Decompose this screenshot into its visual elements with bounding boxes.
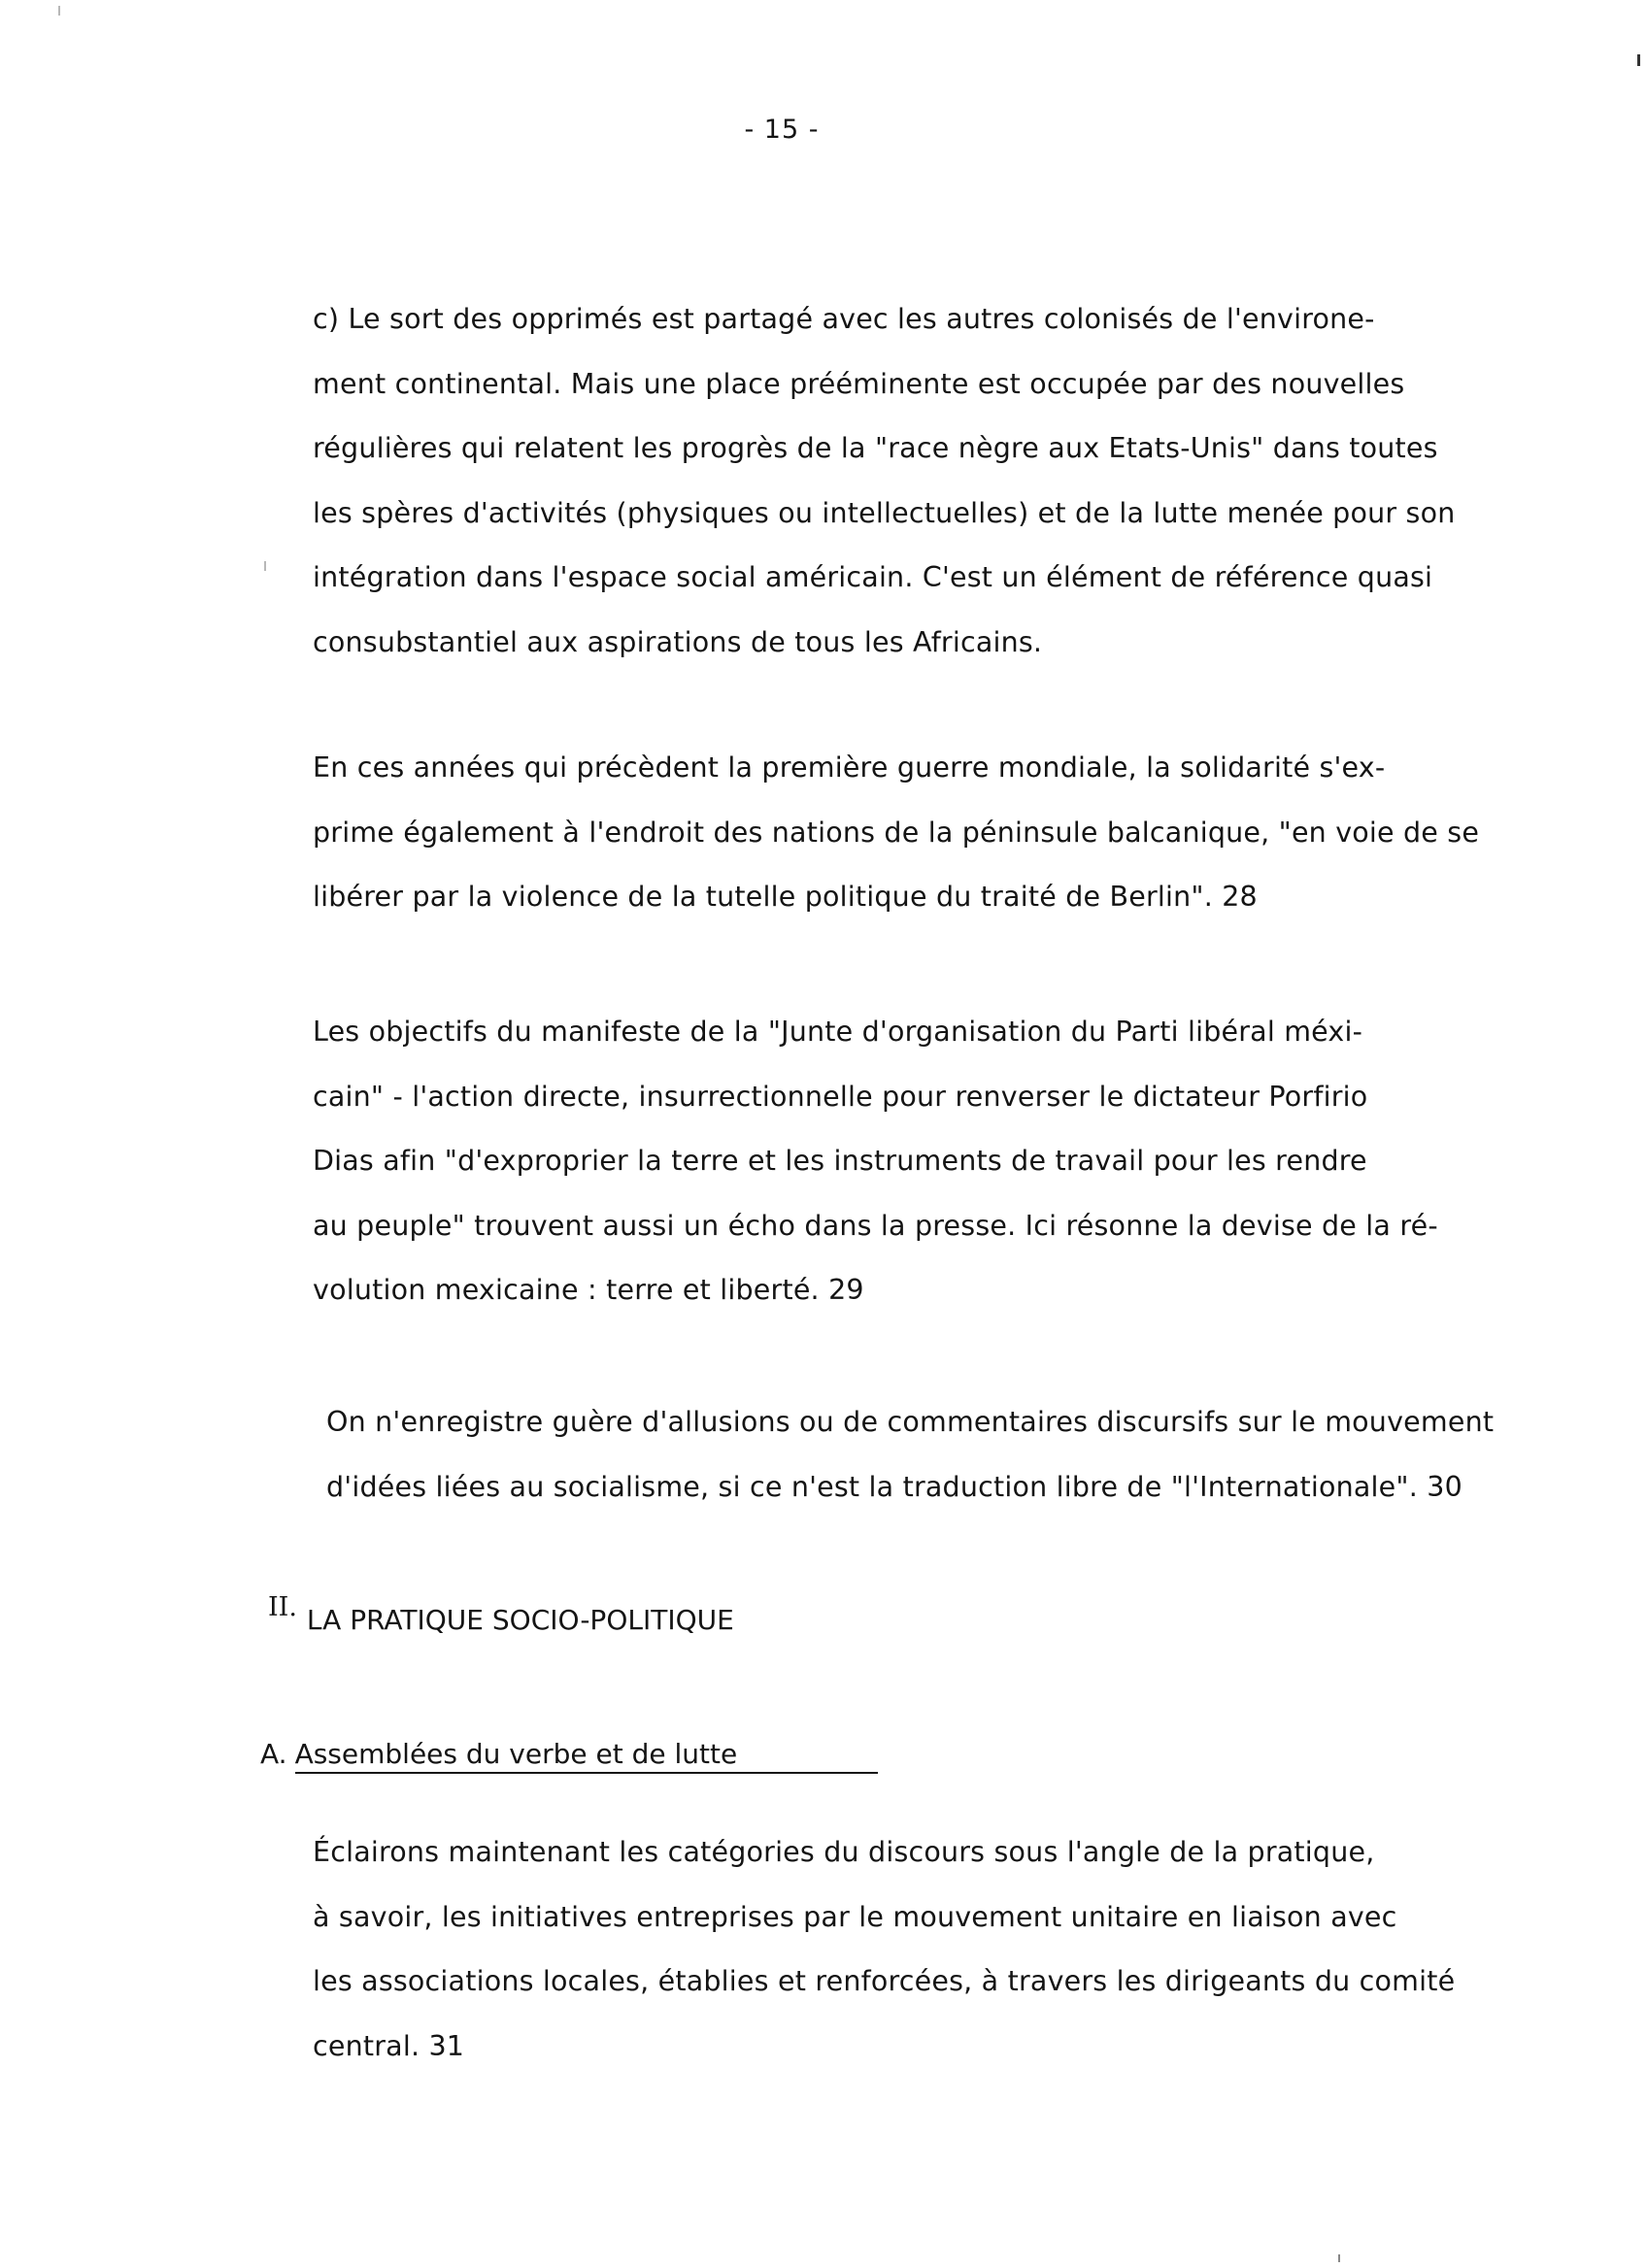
paragraph-socialism: On n'enregistre guère d'allusions ou de commentaires discursifs sur le mouvement d'idées liées au socialisme, si ce n'est la traduction libre de "l'Internationale". 30 (326, 1406, 1495, 1503)
scan-mark-bottom (1338, 2254, 1340, 2262)
paragraph-mexican-revolution: Les objectifs du manifeste de la "Junte d'organisation du Parti libéral méxi- cain" - l'action directe, insurrectionnelle pour renverser le dictateur Porfirio Dias afin "d'exproprier la terre et les instruments de travail pour les rendre au peuple" trouvent aussi un écho dans la presse. Ici résonne la devise de la ré- volution mexicaine : terre et liberté. 29 (313, 1016, 1438, 1306)
paragraph-balkan-solidarity: En ces années qui précèdent la première guerre mondiale, la solidarité s'ex- prime également à l'endroit des nations de la péninsule balcanique, "en voie de se libérer par la violence de la tutelle politique du traité de Berlin". 28 (313, 751, 1480, 913)
scan-mark-top (58, 6, 60, 16)
section-heading (268, 1592, 734, 1636)
scan-mark-left (264, 561, 266, 571)
paragraph-oppressed-solidarity: c) Le sort des opprimés est partagé avec les autres colonisés de l'environe- ment continental. Mais une place prééminente est occupée par des nouvelles régulières qui relatent les progrès de la "race nègre aux Etats-Unis" dans toutes les spères d'activités (physiques ou intellectuelles) et de la lutte menée pour son intégration dans l'espace social américain. C'est un élément de référence quasi consubstantiel aux aspirations de tous les Africains. (313, 303, 1456, 658)
subsection-title: Assemblées du verbe et de lutte (295, 1738, 878, 1774)
section-title: LA PRATIQUE SOCIO-POLITIQUE (306, 1604, 734, 1636)
subsection-heading (260, 1738, 878, 1774)
scan-mark-right (1637, 54, 1640, 66)
section-number: II. (268, 1592, 297, 1622)
subsection-letter: A. (260, 1738, 287, 1770)
page-number: - 15 - (744, 115, 820, 145)
paragraph-practice: Éclairons maintenant les catégories du discours sous l'angle de la pratique, à savoir, les initiatives entreprises par le mouvement unitaire en liaison avec les associations locales, établies et renforcées, à travers les dirigeants du comité central. 31 (313, 1836, 1456, 2062)
